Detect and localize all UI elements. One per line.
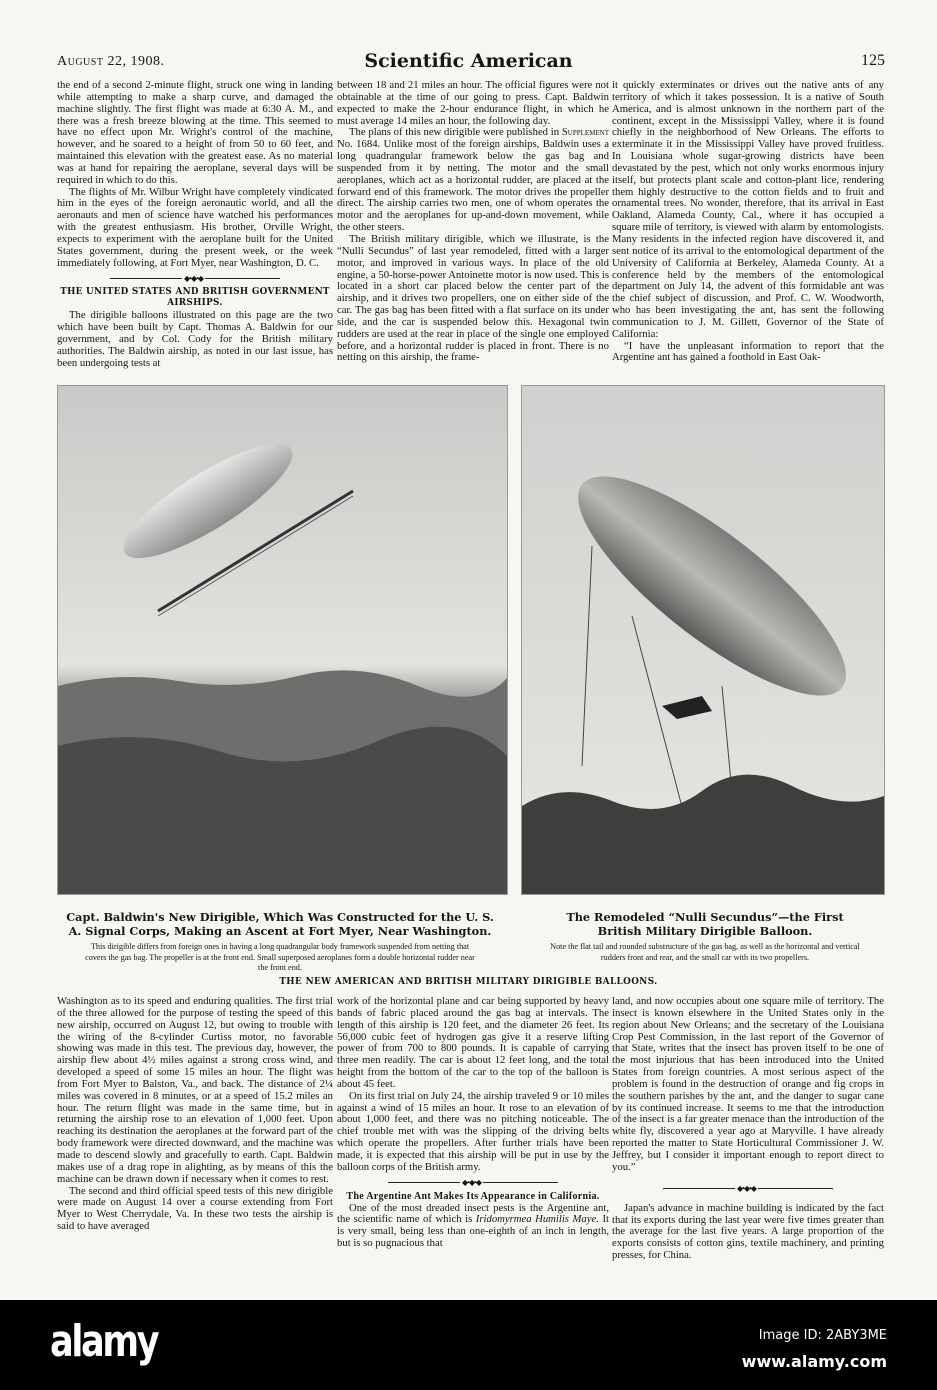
- stock-watermark-banner: [0, 1300, 937, 1390]
- paragraph: it quickly exterminates or drives out the native ants of any territory of which it takes possession. It is a native of South America, and is almost unknown in the northern part of the continent, except in the Mississippi Valley, where it is found chiefly in the neighborhood of New Orleans. The efforts to exterminate it in the Mississippi Valley have proved fruitless. In Louisiana whole sugar-growing districts have been devastated by the pest, which not only works enormous injury itself, but protects plant scale and cotton-plant lice, rendering them highly destructive to the cotton fields and to fruit and ornamental trees. No wonder, therefore, that its arrival in East Oakland, Alameda County, Cal., where it has occupied a square mile of territory, is viewed with alarm by entomologists. Many residents in the infected region have discovered it, and sent notice of its arrival to the entomological department of the University of California at Berkeley, Alameda County. At a conference held by the members of the entomological department on July 14, the advent of this formidable ant was the chief subject of discussion, and Prof. C. W. Woodworth, who has been investigating the ant, has sent the following communication to J. M. Gillett, Governor of the State of California:: [612, 79, 884, 340]
- paragraph: The plans of this new dirigible were published in Supplement No. 1684. Unlike most of the foreign airships, Baldwin uses a long quadrangular framework below the gas bag and suspended from it by netting. The motor and the small aeroplanes, which act as a horizontal rudder, are placed at the forward end of this framework. The motor drives the propeller direct. The airship carries two men, one of whom operates the motor and the aeroplanes for up-and-down movement, while the other steers.: [337, 126, 609, 234]
- alamy-logo: alamy: [50, 1316, 158, 1367]
- ornament-divider: ◆•◆•◆: [388, 1178, 558, 1187]
- paragraph: The dirigible balloons illustrated on this page are the two which have been built by Capt. Thomas A. Baldwin for our government, and by Col. Cody for the British military authorities. The Baldwin airship, as noted in our last issue, has been undergoing tests at: [57, 309, 333, 369]
- top-column-3: [612, 80, 884, 364]
- issue-date: August 22, 1908.: [57, 54, 165, 69]
- section-heading: The Argentine Ant Makes Its Appearance in California.: [346, 1190, 600, 1202]
- bottom-column-1: [57, 996, 333, 1233]
- figures-banner-heading: THE NEW AMERICAN AND BRITISH MILITARY DIRIGIBLE BALLOONS.: [279, 977, 658, 987]
- photo-nulli-secundus: [521, 385, 885, 895]
- site-url: www.alamy.com: [741, 1352, 887, 1371]
- scientific-name: Iridomyrmea Humilis Maye.: [475, 1213, 599, 1226]
- section-heading: THE UNITED STATES AND BRITISH GOVERNMENT AIRSHIPS.: [60, 286, 330, 309]
- image-id: Image ID: 2ABY3ME: [758, 1328, 887, 1343]
- photo-baldwin-dirigible: [57, 385, 508, 895]
- paragraph: the end of a second 2-minute flight, struck one wing in landing while attempting to make a sharp curve, and damaged the machine slightly. The first flight was made at 6:30 A. M., and there was a fresh breeze blowing at the time. This seemed to have no effect upon Mr. Wright's control of the machine, however, and he soared to a height of from 50 to 60 feet, and maintained this elevation with the greatest ease. As no material was at hand for repairing the aeroplane, several days will be required in which to do this.: [57, 79, 333, 186]
- ornament-divider: ◆•◆•◆: [110, 274, 280, 283]
- ornament-divider: ◆•◆•◆: [663, 1184, 833, 1193]
- paragraph: land, and now occupies about one square mile of territory. The insect is known elsewhere in the United States only in the region about New Orleans; and the secretary of the Louisiana Crop Pest Commission, in the last report of the Governor of that State, writes that the insect has proven itself to be one of the most injurious that has been introduced into the United States from foreign countries. A most serious aspect of the problem is found in the destruction of orange and fig crops in the southern parishes by the ant, and the danger to sugar cane by its continued increase. It seems to me that the introduction of the insect is a far greater menace than the introduction of the white fly, discovered a year ago at Maryville. I have already reported the matter to State Horticultural Commissioner J. W. Jeffrey, but I consider it important enough to report direct to you.”: [612, 995, 884, 1173]
- figure-title-left: Capt. Baldwin's New Dirigible, Which Was Constructed for the U. S. A. Signal Corps, Making an Ascent at Fort Myer, Near Washington.: [66, 910, 494, 938]
- top-column-2: [337, 80, 609, 364]
- paragraph: The second and third official speed tests of this new dirigible were made on August 14 over a course extending from Fort Myer to West Cherrydale, Va. In these two tests the airship is said to have averaged: [57, 1184, 333, 1233]
- paragraph: The flights of Mr. Wilbur Wright have completely vindicated him in the eyes of the foreign aeronautic world, and all the aeronauts and men of science have watched his performances with the greatest enthusiasm. His brother, Orville Wright, expects to experiment with the aeroplane built for the United States government, during the present week, or the week immediately following, at Fort Myer, near Washington, D. C.: [57, 185, 333, 269]
- publication-title: Scientific American: [364, 50, 573, 72]
- paragraph: Washington as to its speed and enduring qualities. The first trial of the three allowed for the purpose of testing the speed of this new airship, occurred on August 12, but owing to trouble with the wiring of the 8-cylinder Curtiss motor, no favorable showing was made in this test. The previous day, however, the airship flew about 4½ miles against a strong cross wind, and developed a speed of some 15 miles an hour. The flight was from Fort Myer to Balston, Va., and back. The distance of 2¼ miles was covered in 8 minutes, or at a speed of 15.2 miles an hour. The return flight was made in the same time, but in returning the airship rose to an elevation of 1,000 feet. Upon reaching its destination the aeroplanes at the forward part of the body framework were directed downward, and the machine was made to descend slowly and gracefully to earth. Capt. Baldwin makes use of a drag rope in alighting, as by means of this the machine can be drawn down if necessary when it comes to rest.: [57, 995, 333, 1185]
- paragraph: Japan's advance in machine building is indicated by the fact that its exports during the last year were five times greater than the average for the last five years. A large proportion of the exports consists of cotton gins, textile machinery, and printing presses, for China.: [612, 1201, 884, 1262]
- supplement-reference: Supplement: [561, 126, 609, 139]
- paragraph: work of the horizontal plane and car being supported by heavy bands of fabric placed around the gas bag at intervals. The length of this airship is 120 feet, and the diameter 26 feet. Its 56,000 cubic feet of hydrogen gas give it a reserve lifting power of from 700 to 800 pounds. It is capable of carrying three men readily. The car is about 12 feet long, and the total height from the bottom of the car to the top of the balloon is about 45 feet.: [337, 995, 609, 1090]
- figure-caption-right: Note the flat tail and rounded substructure of the gas bag, as well as the horizontal and vertical rudders front and rear, and the small car with its two propellers.: [550, 942, 860, 962]
- figure-title-right: The Remodeled “Nulli Secundus”—the First British Military Dirigible Balloon.: [566, 910, 844, 938]
- paragraph: The British military dirigible, which we illustrate, is the “Nulli Secundus” of last year remodeled, fitted with a larger motor, and improved in various ways. In place of the old engine, a 50-horse-power Antoinette motor is now used. This is located in a short car placed below the center part of the airship, and it drives two propellers, one on either side of the car. The gas bag has been fitted with a flat surface on its under side, and the car is suspended below this. Hexagonal twin rudders are used at the rear in place of the single one employed before, and a horizontal rudder is placed in front. There is no netting on this airship, the frame-: [337, 232, 609, 364]
- paragraph: between 18 and 21 miles an hour. The official figures were not obtainable at the time of our going to press. Capt. Baldwin expected to make the 2-hour endurance flight, in which he must average 14 miles an hour, the following day.: [337, 79, 609, 127]
- page-number: 125: [861, 52, 885, 69]
- top-column-1: [57, 80, 333, 369]
- paragraph: One of the most dreaded insect pests is the Argentine ant, the scientific name of which is Iridomyrmea Humilis Maye. It is very small, being less than one-eighth of an inch in length, but is so pugnacious that: [337, 1201, 609, 1250]
- paragraph: “I have the unpleasant information to report that the Argentine ant has gained a foothold in East Oak-: [612, 339, 884, 364]
- paragraph: On its first trial on July 24, the airship traveled 9 or 10 miles against a wind of 15 miles an hour. It rose to an elevation of about 1,000 feet, and there was no pitching noticeable. The chief trouble met with was the slipping of the driving belts which operate the propellers. After further trials have been made, it is expected that this airship will be put in use by the balloon corps of the British army.: [337, 1089, 609, 1173]
- figure-caption-left: This dirigible differs from foreign ones in having a long quadrangular body framework suspended from netting that covers the gas bag. The propeller is at the front end. Small superposed aeroplanes form a double horizontal rudder near the front end.: [85, 942, 475, 972]
- bottom-column-3: [612, 996, 884, 1262]
- bottom-column-2: [337, 996, 609, 1250]
